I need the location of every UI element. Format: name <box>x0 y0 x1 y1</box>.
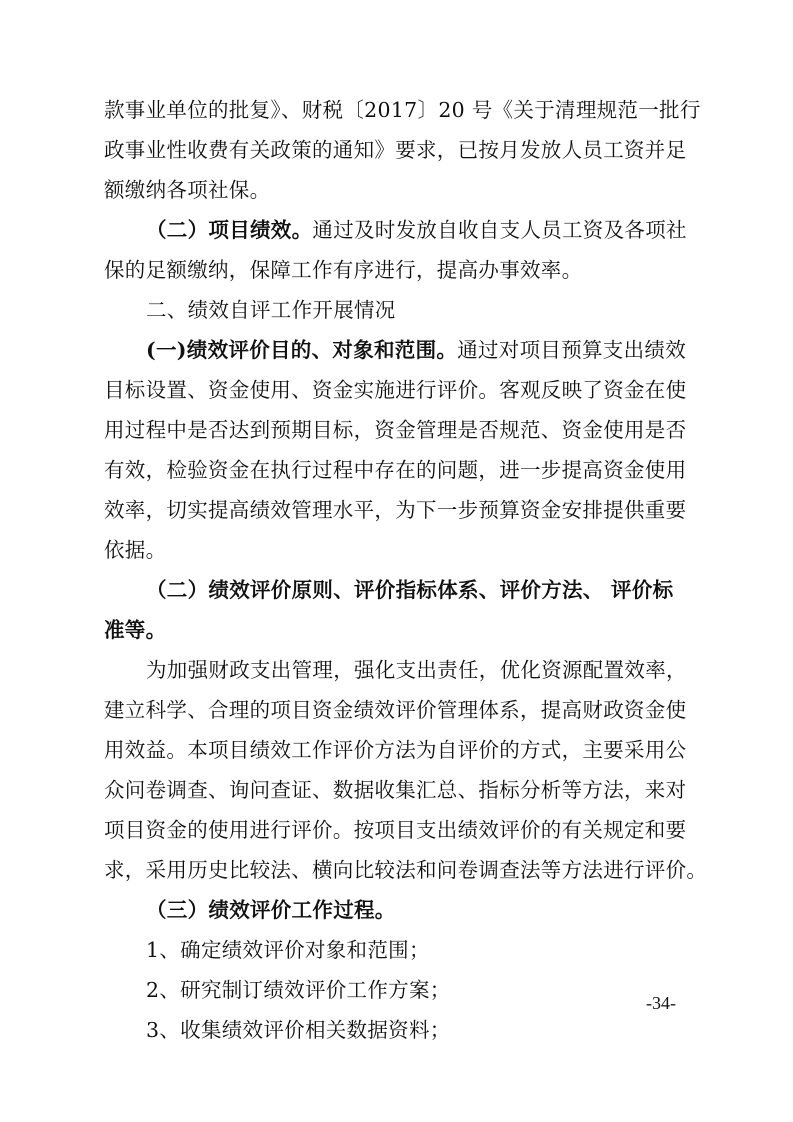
body-line: 为加强财政支出管理，强化支出责任，优化资源配置效率， <box>146 658 687 682</box>
section-title: 二、绩效自评工作开展情况 <box>146 298 396 322</box>
subsection-heading-purpose <box>146 336 686 364</box>
body-line: 效率，切实提高绩效管理水平，为下一步预算资金安排提供重要 <box>104 498 687 522</box>
body-line: 政事业性收费有关政策的通知》要求，已按月发放人员工资并足 <box>104 138 687 162</box>
body-line: 众问卷调查、询问查证、数据收集汇总、指标分析等方法，来对 <box>104 778 687 802</box>
body-line: 依据。 <box>104 538 167 562</box>
body-line: 求，采用历史比较法、横向比较法和问卷调查法等方法进行评价。 <box>104 858 708 882</box>
list-item: 2、研究制订绩效评价工作方案； <box>146 978 451 1002</box>
body-line: 额缴纳各项社保。 <box>104 178 271 202</box>
body-line: 有效，检验资金在执行过程中存在的问题，进一步提高资金使用 <box>104 458 687 482</box>
body-line: 用效益。本项目绩效工作评价方法为自评价的方式，主要采用公 <box>104 738 687 762</box>
heading-text: （二）项目绩效。 <box>146 218 313 242</box>
list-item: 3、收集绩效评价相关数据资料； <box>146 1018 451 1042</box>
subsection-heading-principles-cont: 准等。 <box>104 618 167 642</box>
body-line: 项目资金的使用进行评价。按项目支出绩效评价的有关规定和要 <box>104 818 687 842</box>
heading-text: (一)绩效评价目的、对象和范围。 <box>146 338 458 362</box>
body-text: 通过及时发放自收自支人员工资及各项社 <box>312 218 687 242</box>
body-line: 款事业单位的批复》、财税〔2017〕20 号《关于清理规范一批行 <box>104 98 701 122</box>
body-text: 通过对项目预算支出绩效 <box>457 338 687 362</box>
body-line: 目标设置、资金使用、资金实施进行评价。客观反映了资金在使 <box>104 378 687 402</box>
body-line: 建立科学、合理的项目资金绩效评价管理体系，提高财政资金使 <box>104 698 687 722</box>
page-number: -34- <box>646 993 676 1013</box>
list-item: 1、确定绩效评价对象和范围； <box>146 938 430 962</box>
subsection-heading-process: （三）绩效评价工作过程。 <box>146 898 396 922</box>
body-line: 用过程中是否达到预期目标，资金管理是否规范、资金使用是否 <box>104 418 687 442</box>
subsection-heading-principles: （二）绩效评价原则、评价指标体系、评价方法、 评价标 <box>146 578 674 602</box>
body-line: 保的足额缴纳，保障工作有序进行，提高办事效率。 <box>104 258 583 282</box>
section-heading-project-performance <box>146 216 687 244</box>
